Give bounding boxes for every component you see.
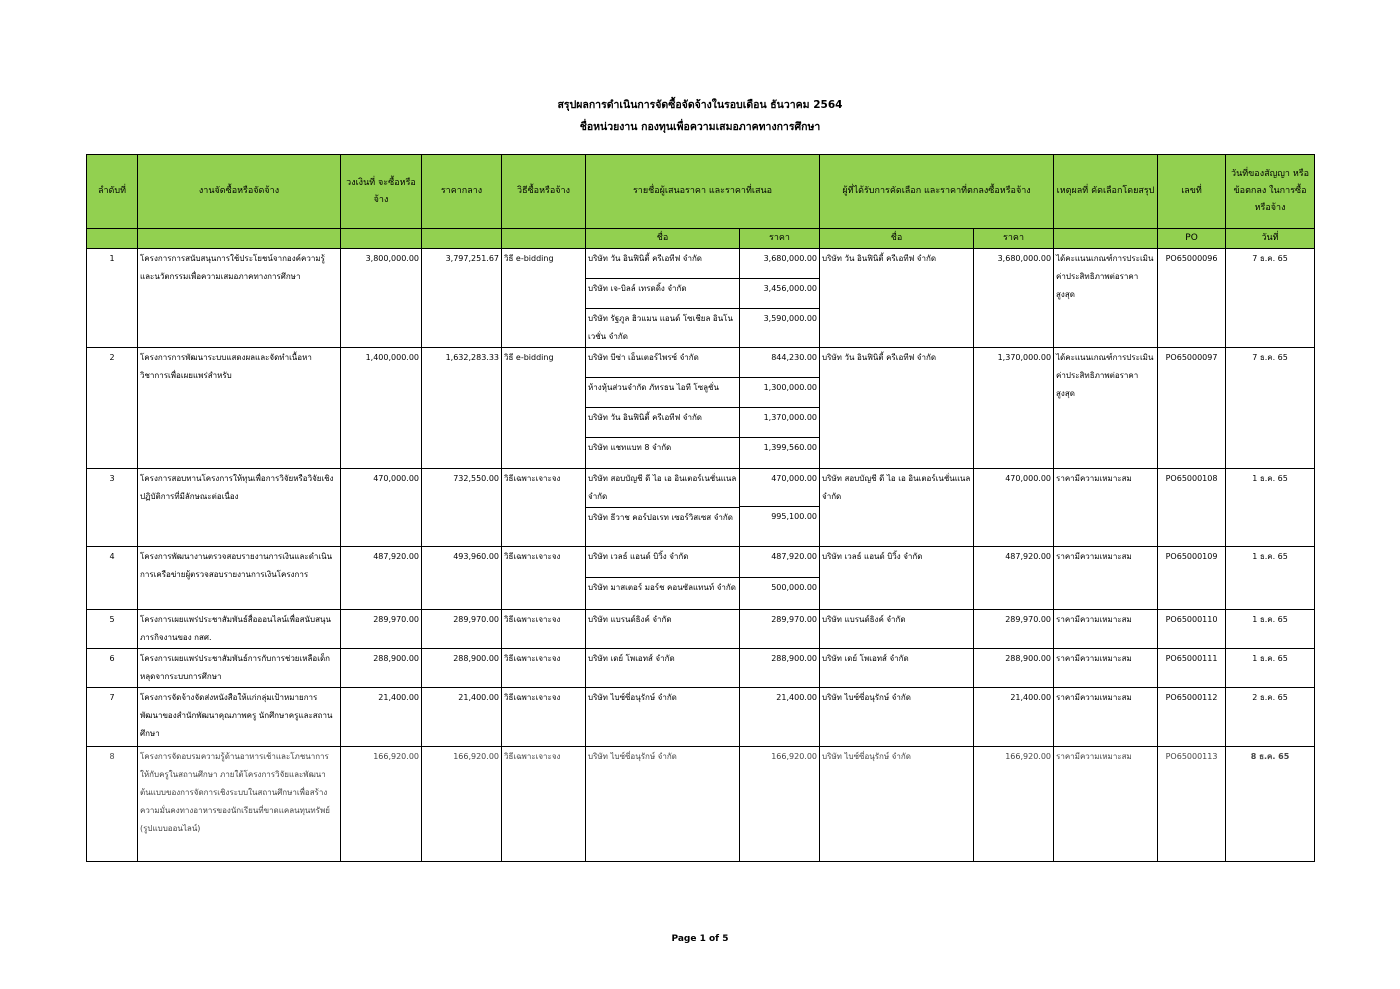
- bidder-prices: [740, 688, 820, 747]
- budget-cell: 21,400.00: [341, 688, 422, 747]
- median-price-cell: 493,960.00: [422, 547, 502, 610]
- table-row: [87, 649, 1315, 688]
- po-number: PO65000108: [1158, 469, 1226, 547]
- median-price-cell: 288,900.00: [422, 649, 502, 688]
- bidder-price: 288,900.00: [771, 654, 818, 663]
- selection-reason: ได้คะแนนเกณฑ์การประเมินค่าประสิทธิภาพต่อราคาสูงสุด: [1054, 348, 1158, 469]
- row-number: 3: [87, 469, 138, 547]
- method-cell: วิธีเฉพาะเจาะจง: [502, 649, 586, 688]
- bidder-price: 487,920.00: [740, 547, 819, 578]
- winner-name: บริษัท สอบบัญชี ดี ไอ เอ อินเตอร์เนชั่นแนล จำกัด: [820, 469, 974, 547]
- method-cell: วิธีเฉพาะเจาะจง: [502, 688, 586, 747]
- bidder-price: 1,399,560.00: [763, 443, 818, 452]
- selection-reason: ราคามีความเหมาะสม: [1054, 469, 1158, 547]
- bidder-name: บริษัท แบรนด์ธิงค์ จำกัด: [588, 615, 672, 624]
- bidder-price: 289,970.00: [771, 615, 818, 624]
- bidder-names: [586, 649, 740, 688]
- bidder-price: 995,100.00: [771, 512, 818, 521]
- row-number: 4: [87, 547, 138, 610]
- bidder-price: 844,230.00: [740, 348, 819, 378]
- selection-reason: ราคามีความเหมาะสม: [1054, 547, 1158, 610]
- median-price-cell: 21,400.00: [422, 688, 502, 747]
- bidder-price: 500,000.00: [771, 583, 818, 592]
- bidder-prices: [740, 649, 820, 688]
- winner-price: 1,370,000.00: [974, 348, 1054, 469]
- bidder-price: 3,456,000.00: [740, 279, 819, 309]
- row-number: 1: [87, 249, 138, 348]
- bidder-names: [586, 747, 740, 862]
- header-work: งานจัดซื้อหรือจัดจ้าง: [138, 155, 341, 229]
- median-price-cell: 289,970.00: [422, 610, 502, 649]
- winner-price: 166,920.00: [974, 747, 1054, 862]
- selection-reason: ราคามีความเหมาะสม: [1054, 610, 1158, 649]
- work-title: โครงการสอบทานโครงการให้ทุนเพื่อการวิจัยหรือวิจัยเชิงปฏิบัติการที่มีลักษณะต่อเนื่อง: [138, 469, 341, 547]
- subheader-date: วันที่: [1226, 229, 1315, 249]
- winner-name: บริษัท แบรนด์ธิงค์ จำกัด: [820, 610, 974, 649]
- header-bidders: รายชื่อผู้เสนอราคา และราคาที่เสนอ: [586, 155, 820, 229]
- po-number: PO65000097: [1158, 348, 1226, 469]
- header-reason: เหตุผลที่ คัดเลือกโดยสรุป: [1054, 155, 1158, 229]
- budget-cell: 288,900.00: [341, 649, 422, 688]
- work-title: โครงการการสนับสนุนการใช้ประโยชน์จากองค์ความรู้และนวัตกรรมเพื่อความเสมอภาคทางการศึกษา: [138, 249, 341, 348]
- budget-cell: 289,970.00: [341, 610, 422, 649]
- subheader-blank: [422, 229, 502, 249]
- selection-reason: ราคามีความเหมาะสม: [1054, 649, 1158, 688]
- bidder-price: 1,300,000.00: [740, 378, 819, 408]
- work-title: โครงการเผยแพร่ประชาสัมพันธ์การกับการช่วยเหลือเด็กหลุดจากระบบการศึกษา: [138, 649, 341, 688]
- winner-price: 470,000.00: [974, 469, 1054, 547]
- bidder-prices: [740, 747, 820, 862]
- table-row: [87, 469, 1315, 547]
- bidder-price: 3,590,000.00: [763, 314, 818, 323]
- budget-cell: 166,920.00: [341, 747, 422, 862]
- bidder-price: 1,370,000.00: [740, 408, 819, 438]
- method-cell: วิธี e-bidding: [502, 348, 586, 469]
- procurement-table: [86, 154, 1315, 862]
- bidder-name: บริษัท เดย์ โพเอทส์ จำกัด: [588, 654, 675, 663]
- winner-name: บริษัท ไบซ์ซี่อนุรักษ์ จำกัด: [820, 747, 974, 862]
- bidder-prices: [740, 547, 820, 610]
- subheader-blank: [138, 229, 341, 249]
- work-title: โครงการจัดจ้างจัดส่งหนังสือให้แก่กลุ่มเป้าหมายการพัฒนาของสำนักพัฒนาคุณภาพครู นักศึกษาครูและสถานศึกษา: [138, 688, 341, 747]
- po-number: PO65000113: [1158, 747, 1226, 862]
- po-number: PO65000109: [1158, 547, 1226, 610]
- method-cell: วิธีเฉพาะเจาะจง: [502, 469, 586, 547]
- bidder-name: บริษัท ธีวาช คอร์ปอเรท เซอร์วิสเซส จำกัด: [588, 513, 733, 522]
- table-row: [87, 348, 1315, 469]
- bidder-names: [586, 348, 740, 469]
- winner-name: บริษัท เดย์ โพเอทส์ จำกัด: [820, 649, 974, 688]
- winner-price: 288,900.00: [974, 649, 1054, 688]
- bidder-names: [586, 249, 740, 348]
- bidder-names: [586, 469, 740, 547]
- subheader-blank: [1054, 229, 1158, 249]
- row-number: 6: [87, 649, 138, 688]
- bidder-price: 166,920.00: [771, 752, 818, 761]
- subheader-bidder-price: ราคา: [740, 229, 820, 249]
- po-number: PO65000110: [1158, 610, 1226, 649]
- row-number: 7: [87, 688, 138, 747]
- budget-cell: 470,000.00: [341, 469, 422, 547]
- bidder-price: 21,400.00: [776, 693, 818, 702]
- budget-cell: 487,920.00: [341, 547, 422, 610]
- bidder-price: 3,680,000.00: [740, 249, 819, 279]
- winner-name: บริษัท วัน อินฟินิตี้ ครีเอทีฟ จำกัด: [820, 348, 974, 469]
- header-no: ลำดับที่: [87, 155, 138, 229]
- table-row: [87, 688, 1315, 747]
- winner-name: บริษัท เวลธ์ แอนด์ บิวิ้ง จำกัด: [820, 547, 974, 610]
- budget-cell: 3,800,000.00: [341, 249, 422, 348]
- bidder-prices: [740, 348, 820, 469]
- po-number: PO65000096: [1158, 249, 1226, 348]
- header-date: วันที่ของสัญญา หรือข้อตกลง ในการซื้อหรือจ้าง: [1226, 155, 1315, 229]
- row-number: 8: [87, 747, 138, 862]
- bidder-name: บริษัท วัน อินฟินิตี้ ครีเอทีฟ จำกัด: [586, 249, 739, 279]
- method-cell: วิธีเฉพาะเจาะจง: [502, 547, 586, 610]
- table-row: [87, 547, 1315, 610]
- method-cell: วิธีเฉพาะเจาะจง: [502, 610, 586, 649]
- median-price-cell: 166,920.00: [422, 747, 502, 862]
- row-number: 2: [87, 348, 138, 469]
- header-budget: วงเงินที่ จะซื้อหรือจ้าง: [341, 155, 422, 229]
- bidder-names: [586, 547, 740, 610]
- contract-date: 1 ธ.ค. 65: [1226, 469, 1315, 547]
- contract-date: 8 ธ.ค. 65: [1226, 747, 1315, 862]
- subheader-winner-price: ราคา: [974, 229, 1054, 249]
- subheader-winner-name: ชื่อ: [820, 229, 974, 249]
- bidder-name: บริษัท วัน อินฟินิตี้ ครีเอทีฟ จำกัด: [586, 408, 739, 438]
- method-cell: วิธี e-bidding: [502, 249, 586, 348]
- bidder-price: 470,000.00: [740, 469, 819, 507]
- bidder-name: บริษัท มาสเตอร์ มอร์ช คอนซัลแทนท์ จำกัด: [588, 583, 736, 592]
- subheader-blank: [502, 229, 586, 249]
- median-price-cell: 732,550.00: [422, 469, 502, 547]
- contract-date: 7 ธ.ค. 65: [1226, 249, 1315, 348]
- subheader-blank: [341, 229, 422, 249]
- work-title: โครงการพัฒนางานตรวจสอบรายงานการเงินและดำเนินการเครือข่ายผู้ตรวจสอบรายงานการเงินโครงการ: [138, 547, 341, 610]
- page-number: Page 1 of 5: [671, 934, 729, 944]
- median-price-cell: 3,797,251.67: [422, 249, 502, 348]
- bidder-names: [586, 688, 740, 747]
- header-winner: ผู้ที่ได้รับการคัดเลือก และราคาที่ตกลงซื้อหรือจ้าง: [820, 155, 1054, 229]
- bidder-prices: [740, 610, 820, 649]
- winner-price: 3,680,000.00: [974, 249, 1054, 348]
- contract-date: 1 ธ.ค. 65: [1226, 610, 1315, 649]
- bidder-name: บริษัท รัฐภูล ฮิวแมน แอนด์ โซเชียล อินโนเวชั่น จำกัด: [588, 314, 733, 341]
- bidder-name: บริษัท เวลธ์ แอนด์ บิวิ้ง จำกัด: [586, 547, 739, 578]
- selection-reason: ราคามีความเหมาะสม: [1054, 688, 1158, 747]
- po-number: PO65000112: [1158, 688, 1226, 747]
- subheader-bidder-name: ชื่อ: [586, 229, 740, 249]
- selection-reason: ราคามีความเหมาะสม: [1054, 747, 1158, 862]
- work-title: โครงการจัดอบรมความรู้ด้านอาหารเช้าและโภชนาการให้กับครูในสถานศึกษา ภายใต้โครงการวิจัยและพัฒนาต้นแบบของการจัดการเชิงระบบในสถานศึกษาเพื่อสร้างความมั่นคงทางอาหารของนักเรียนที่ขาดแคลนทุนทรัพย์ (รูปแบบออนไลน์): [138, 747, 341, 862]
- table-row: [87, 249, 1315, 348]
- po-number: PO65000111: [1158, 649, 1226, 688]
- bidder-name: บริษัท แชทแบท 8 จำกัด: [588, 443, 672, 452]
- winner-name: บริษัท วัน อินฟินิตี้ ครีเอทีฟ จำกัด: [820, 249, 974, 348]
- work-title: โครงการเผยแพร่ประชาสัมพันธ์สื่อออนไลน์เพื่อสนับสนุนภารกิจงานของ กสศ.: [138, 610, 341, 649]
- budget-cell: 1,400,000.00: [341, 348, 422, 469]
- winner-price: 487,920.00: [974, 547, 1054, 610]
- row-number: 5: [87, 610, 138, 649]
- table-row: [87, 747, 1315, 862]
- bidder-names: [586, 610, 740, 649]
- bidder-name: บริษัท บีซ่า เอ็นเตอร์ไพรซ์ จำกัด: [586, 348, 739, 378]
- method-cell: วิธีเฉพาะเจาะจง: [502, 747, 586, 862]
- contract-date: 2 ธ.ค. 65: [1226, 688, 1315, 747]
- subheader-blank: [87, 229, 138, 249]
- bidder-name: บริษัท ไบซ์ซี่อนุรักษ์ จำกัด: [588, 752, 677, 761]
- bidder-name: บริษัท สอบบัญชี ดี ไอ เอ อินเตอร์เนชั่นแนล จำกัด: [586, 469, 739, 508]
- report-title: สรุปผลการดำเนินการจัดซื้อจัดจ้างในรอบเดือน ธันวาคม 2564: [557, 99, 843, 111]
- subheader-po: PO: [1158, 229, 1226, 249]
- header-method: วิธีซื้อหรือจ้าง: [502, 155, 586, 229]
- bidder-name: ห้างหุ้นส่วนจำกัด ภัทรธน ไอที โซลูชั่น: [586, 378, 739, 408]
- winner-price: 21,400.00: [974, 688, 1054, 747]
- header-number: เลขที่: [1158, 155, 1226, 229]
- bidder-prices: [740, 469, 820, 547]
- median-price-cell: 1,632,283.33: [422, 348, 502, 469]
- contract-date: 1 ธ.ค. 65: [1226, 547, 1315, 610]
- winner-name: บริษัท ไบซ์ซี่อนุรักษ์ จำกัด: [820, 688, 974, 747]
- bidder-prices: [740, 249, 820, 348]
- selection-reason: ได้คะแนนเกณฑ์การประเมินค่าประสิทธิภาพต่อราคาสูงสุด: [1054, 249, 1158, 348]
- winner-price: 289,970.00: [974, 610, 1054, 649]
- bidder-name: บริษัท ไบซ์ซี่อนุรักษ์ จำกัด: [588, 693, 677, 702]
- header-median: ราคากลาง: [422, 155, 502, 229]
- table-row: [87, 610, 1315, 649]
- contract-date: 1 ธ.ค. 65: [1226, 649, 1315, 688]
- contract-date: 7 ธ.ค. 65: [1226, 348, 1315, 469]
- bidder-name: บริษัท เจ-บิลล์ เทรดดิ้ง จำกัด: [586, 279, 739, 309]
- agency-name: ชื่อหน่วยงาน กองทุนเพื่อความเสมอภาคทางการศึกษา: [579, 121, 821, 133]
- work-title: โครงการการพัฒนาระบบแสดงผลและจัดทำเนื้อหาวิชาการเพื่อเผยแพร่สำหรับ: [138, 348, 341, 469]
